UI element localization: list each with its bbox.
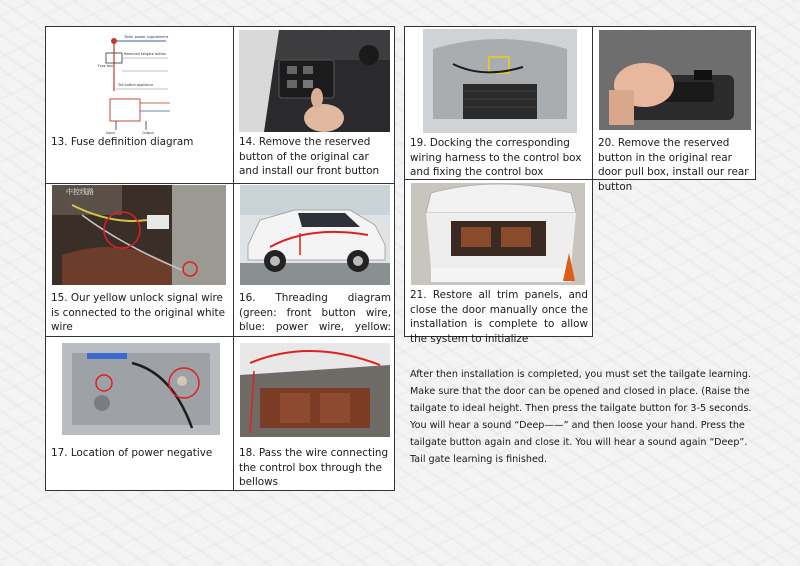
step-18-caption: 18. Pass the wire connecting the control box through the bellows	[239, 447, 389, 488]
step-21-cell	[404, 179, 593, 345]
step-13-caption: 13. Fuse definition diagram	[51, 136, 194, 148]
step-20-cell	[592, 26, 756, 193]
power-negative-photo	[62, 343, 220, 435]
fuse-label-row3: Tail button appliance	[118, 83, 154, 87]
control-box-photo	[423, 29, 577, 133]
front-button-photo	[239, 30, 390, 132]
fuse-diagram-image	[96, 31, 182, 135]
fuse-label-mid: Fuse box	[98, 64, 113, 68]
step-15-caption: 15. Our yellow unlock signal wire is connected to the original white wire	[51, 292, 225, 333]
fuse-label-top: Tailer power supplement	[124, 35, 169, 39]
fuse-label-row2: Reserved tailgate button	[124, 52, 167, 56]
step-14-cell	[233, 26, 395, 184]
step-20-caption: 20. Remove the reserved button in the original rear door pull box, install our rear button	[598, 137, 749, 193]
step-16-cell	[233, 183, 395, 337]
step-13-cell	[45, 26, 234, 184]
rear-button-photo	[599, 30, 751, 130]
step-19-caption: 19. Docking the corresponding wiring harness to the control box and fixing the control box	[410, 137, 582, 178]
step-16-caption: 16. Threading diagram (green: front button wire, blue: power wire, yellow:	[239, 292, 391, 333]
tailgate-learning-instructions: After then installation is completed, you must set the tailgate learning. Make sure that the door can be opened and closed in place. (Raise the tailgate to ideal height. Then press the tailgate button for 3-5 seconds. You will hear a sound “Deep——” and then loose your hand. Press the tailgate button again and close it. You will hear a sound again “Deep”. Tail gate learning is finished.	[410, 369, 752, 465]
restored-trunk-photo	[411, 183, 585, 285]
step-14-caption: 14. Remove the reserved button of the original car and install our front button	[239, 136, 380, 177]
photo-sign-text: 中控线路	[66, 188, 94, 196]
signal-wire-photo	[52, 185, 226, 285]
step-18-cell	[233, 336, 395, 491]
fuse-label-output: Output	[142, 131, 154, 135]
bellows-wire-photo	[240, 343, 390, 437]
step-19-cell	[404, 26, 593, 180]
fuse-label-input: Input	[106, 131, 115, 135]
step-15-cell	[45, 183, 234, 337]
step-17-caption: 17. Location of power negative	[51, 447, 213, 459]
threading-diagram-photo	[240, 185, 390, 285]
step-17-cell	[45, 336, 234, 491]
step-21-caption: 21. Restore all trim panels, and close the door manually once the installation is complete to allow the system to initialize	[410, 289, 588, 345]
